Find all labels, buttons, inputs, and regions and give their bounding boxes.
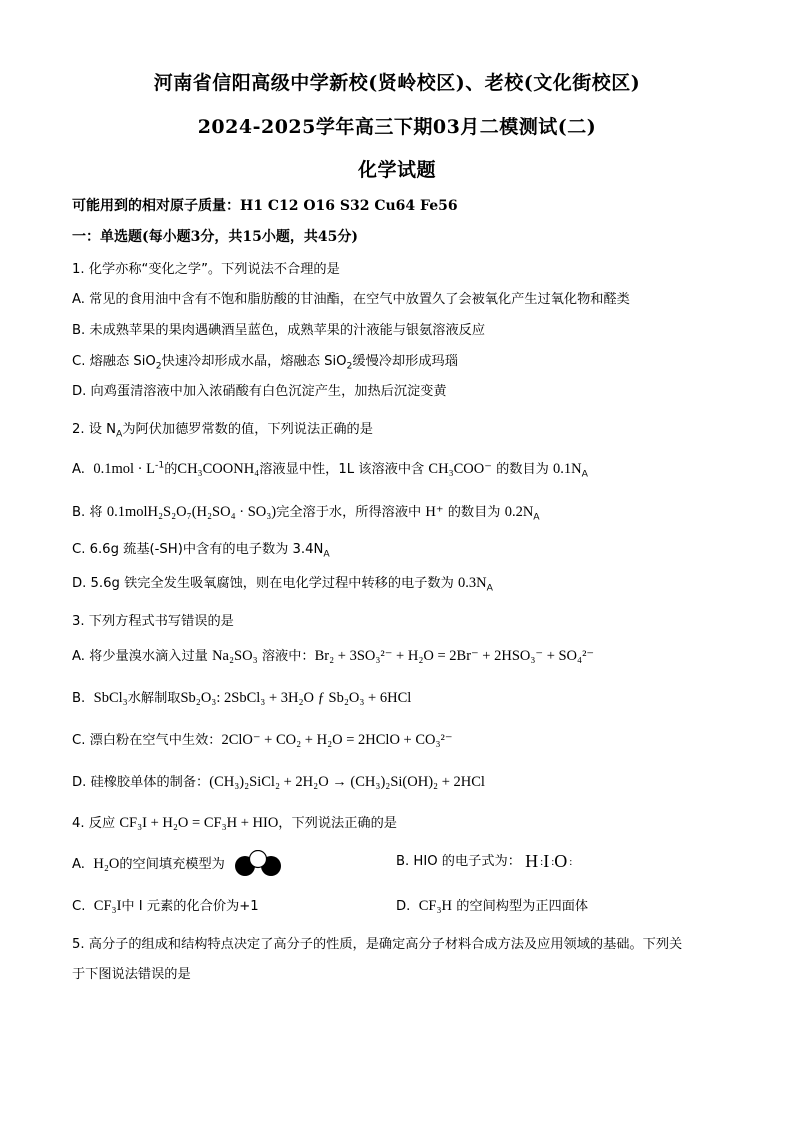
section-heading: 一：单选题(每小题3分，共15小题，共45分) [72,229,358,245]
question-4-option-a [72,850,285,878]
q4c-mol: CF₃I [93,898,122,914]
q4d-mol: CF₃H [418,898,453,914]
exam-title-subject: 化学试题 [357,159,436,181]
q3b-t2: 水解制取 [127,691,181,706]
q2a-t1: 的 [164,462,178,477]
q4a-text: 的空间填充模型为 [119,857,225,872]
question-1-stem: 1. 化学亦称“变化之学”。下列说法不合理的是 [72,262,340,277]
question-3-option-c [72,729,453,749]
q3a-salt: Na₂SO₃ [212,648,258,664]
q3a-eq: Br₂ + 3SO₃²⁻ + H₂O = 2Br⁻ + 2HSO₃⁻ + SO₄²⁻ [314,648,595,664]
q3b-eq: : 2SbCl₃ + 3H₂O ƒ Sb₂O₃ + 6HCl [216,690,412,706]
question-2-option-b [72,501,540,521]
q4-stem-eq: CF₃I + H₂O = CF₃H + HIO [119,815,279,831]
q4-stem-pre: 4. 反应 [72,816,116,831]
question-2-option-c [72,538,330,560]
q2d-val: 0.3N [457,575,487,591]
q2a-t3: 的数目为 [496,462,549,477]
q2b-sub: A [533,511,540,523]
q4a-label: A. [72,857,85,872]
q4c-text: 中 I 元素的化合价为+1 [121,899,259,914]
q2a-ion: CH₃COO⁻ [428,461,492,477]
q2-stem-pre: 2. 设 N [72,422,117,437]
question-5-stem-line1: 5. 高分子的组成和结构特点决定了高分子的性质，是确定高分子材料合成方法及应用领域的基础。下列关 [72,937,683,952]
q2b-paren: (H₂SO₄ · SO₃) [191,504,277,520]
q1c-mid: 快速冷却形成水晶，熔融态 SiO [161,354,347,369]
question-2-option-d [72,572,493,592]
exam-title-school: 河南省信阳高级中学新校(贤岭校区)、老校(文化街校区) [153,72,641,94]
q1c-post: 缓慢冷却形成玛瑙 [352,354,458,369]
q3b-prod: Sb₂O₃ [180,690,217,706]
q2b-label: B. 将 [72,505,103,520]
q3d-text: D. 硅橡胶单体的制备： [72,775,210,790]
q2b-amt: 0.1molH₂S₂O₇ [106,504,192,520]
question-3-stem: 3. 下列方程式书写错误的是 [72,614,234,629]
q2-stem-sub: A [116,428,123,440]
question-4-option-b [396,850,572,872]
hio-electron-formula: H:I:O: [525,850,573,871]
question-4-option-d [396,895,588,915]
question-1-option-a: A. 常见的食用油中含有不饱和脂肪酸的甘油酯，在空气中放置久了会被氧化产生过氧化物和醛类 [72,292,630,307]
q2a-salt: CH₃COONH₄ [177,461,260,477]
q3b-reagent: SbCl₃ [93,690,128,706]
q4-stem-post: ，下列说法正确的是 [278,816,397,831]
exam-title-term: 2024-2025学年高三下期03月二模测试(二) [197,116,597,138]
question-3-option-b [72,687,411,707]
question-1-option-b: B. 未成熟苹果的果肉遇碘酒呈蓝色，成熟苹果的汁液能与银氨溶液反应 [72,323,486,338]
q2a-label: A. [72,462,85,477]
q3d-eq: (CH₃)₂SiCl₂ + 2H₂O → (CH₃)₂Si(OH)₂ + 2HCl [209,774,485,790]
q3a-t2: 溶液中： [261,649,315,664]
q4a-mol: H₂O [93,856,120,872]
q4d-label: D. [396,899,411,914]
question-4-option-c [72,895,259,915]
q2b-ion: H⁺ [425,504,444,520]
question-1-option-d: D. 向鸡蛋清溶液中加入浓硝酸有白色沉淀产生，加热后沉淀变黄 [72,384,447,399]
question-5-stem-line2: 于下图说法错误的是 [72,967,191,982]
q2b-t1: 完全溶于水，所得溶液中 [276,505,422,520]
q2-stem-post: 为阿伏加德罗常数的值，下列说法正确的是 [122,422,373,437]
q4b-text: B. HIO 的电子式为： [396,854,521,869]
q3a-text: A. 将少量溴水滴入过量 [72,649,208,664]
q2b-val: 0.2N [504,504,534,520]
question-2-stem [72,418,373,440]
q3b-text: B. [72,691,86,706]
q2a-t2: 溶液显中性，1L 该溶液中含 [259,462,425,477]
q2d-text: D. 5.6g 铁完全发生吸氧腐蚀，则在电化学过程中转移的电子数为 [72,576,454,591]
q2a-conc: 0.1mol · L [93,461,155,477]
question-2-option-a: A. $0.1mol \cdot L^{-1}$的CH₃COONH₄溶液显中性，1L 该溶液中含 CH₃COO⁻ 的数目为 $0.1N_A$ [72,459,588,480]
q2c-text: C. 6.6g 巯基(-SH)中含有的电子数为 3.4N [72,542,324,557]
q2c-sub: A [323,548,330,560]
question-4-stem [72,812,397,832]
question-3-option-d [72,771,485,791]
q2d-sub: A [486,582,493,594]
atomic-mass-line: 可能用到的相对原子质量：H1 C12 O16 S32 Cu64 Fe56 [72,198,458,214]
q1c-pre: C. 熔融态 SiO [72,354,156,369]
water-space-filling-model-icon [233,850,285,878]
q3c-eq: 2ClO⁻ + CO₂ + H₂O = 2HClO + CO₃²⁻ [221,732,453,748]
q2b-t2: 的数目为 [447,505,501,520]
q4d-text: 的空间构型为正四面体 [456,899,589,914]
q3c-text: C. 漂白粉在空气中生效： [72,733,222,748]
q2a-sub: A [581,468,588,480]
q4c-label: C. [72,899,86,914]
question-1-option-c: C. 熔融态 SiO$_2$快速冷却形成水晶，熔融态 SiO$_2$缓慢冷却形成玛瑙 [72,354,458,372]
q2a-val: 0.1N [553,461,582,477]
question-3-option-a [72,645,594,665]
